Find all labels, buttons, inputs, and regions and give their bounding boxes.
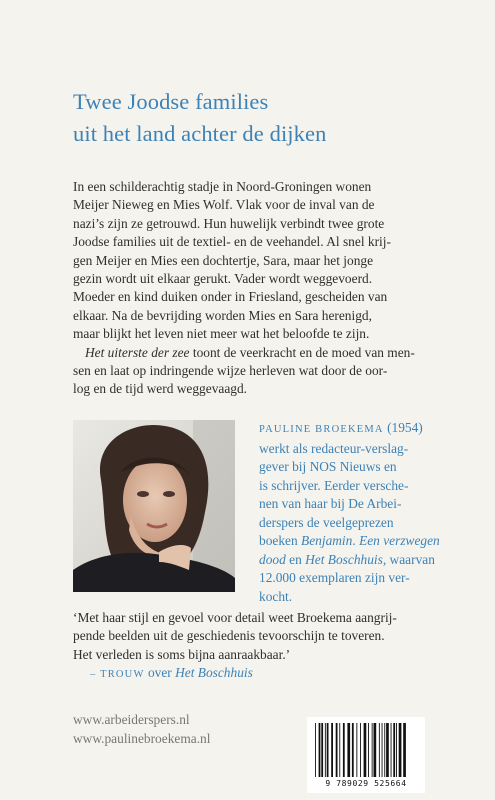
quote-source: – TROUW xyxy=(90,669,145,681)
headline xyxy=(73,86,453,150)
bio-line: nen van haar bij De Arbei- xyxy=(259,496,402,511)
author-bio xyxy=(259,419,469,606)
quote-line: pende beelden uit de geschiedenis tevoorschijn te toveren. xyxy=(73,628,385,644)
quote-line: Het verleden is soms bijna aanraakbaar.’ xyxy=(73,646,291,662)
press-quote xyxy=(73,609,453,685)
barcode-bar xyxy=(374,723,377,777)
book-title: Het Boschhuis xyxy=(305,551,383,567)
book-title: Benjamin xyxy=(301,533,353,548)
barcode-bar xyxy=(364,723,367,777)
bio-line: gever bij NOS Nieuws en xyxy=(259,459,397,474)
bio-text: boeken xyxy=(259,533,302,548)
bio-line: is schrijver. Eerder versche- xyxy=(259,477,409,493)
author-name-line xyxy=(259,419,469,440)
headline-line-2: uit het land achter de dijken xyxy=(73,121,327,146)
bio-line: kocht. xyxy=(259,588,293,604)
barcode-bar xyxy=(321,723,323,777)
bio-text: . xyxy=(352,533,360,548)
synopsis-line: nazi’s zijn ze getrouwd. Hun huwelijk verbindt twee grote xyxy=(73,215,385,231)
barcode-bars xyxy=(307,717,425,779)
book-title: Het Boschhuis xyxy=(175,665,253,681)
bio-line: werkt als redacteur-verslag- xyxy=(259,440,409,456)
barcode-bar xyxy=(343,723,345,777)
barcode-bar xyxy=(368,723,369,777)
author-photo xyxy=(73,420,235,592)
barcode-bar xyxy=(391,723,392,777)
book-title: dood xyxy=(259,551,286,567)
barcode-bar xyxy=(339,723,340,777)
barcode-bar xyxy=(393,723,395,777)
barcode-bar xyxy=(315,723,316,777)
bio-line xyxy=(259,532,469,551)
website-links xyxy=(73,711,313,748)
author-name: PAULINE BROEKEMA xyxy=(259,424,384,435)
bio-line xyxy=(259,551,469,570)
synopsis-line: Moeder en kind duiken onder in Friesland, gescheiden van xyxy=(73,289,388,305)
barcode-bar xyxy=(396,723,397,777)
synopsis-line: elkaar. Na de bevrijding worden Mies en Sara herenigd, xyxy=(73,307,372,323)
synopsis-line: sen en laat op indringende wijze herleven wat door de oor- xyxy=(73,363,388,379)
isbn-number: 9 789029 525664 xyxy=(325,779,407,788)
author-url[interactable]: www.paulinebroekema.nl xyxy=(73,730,211,746)
barcode-bar xyxy=(356,723,357,777)
bio-text: , waarvan xyxy=(382,551,435,567)
quote-attribution xyxy=(73,664,453,684)
synopsis-line: In een schilderachtig stadje in Noord-Groningen wonen xyxy=(73,179,372,194)
book-title: Een verzwegen xyxy=(359,533,440,548)
bio-text: en xyxy=(285,551,306,567)
bio-line: 12.000 exemplaren zijn ver- xyxy=(259,570,410,585)
author-year: (1954) xyxy=(387,420,423,435)
synopsis-line: gen Meijer en Mies een dochtertje, Sara, maar het jonge xyxy=(73,252,374,268)
quote-over: over xyxy=(144,665,176,681)
barcode-bar xyxy=(379,723,380,777)
barcode-bar xyxy=(325,723,326,777)
synopsis-p2-first-line xyxy=(73,344,433,362)
synopsis xyxy=(73,178,433,399)
barcode-bar xyxy=(360,723,361,777)
barcode-bar xyxy=(384,723,385,777)
barcode-bar xyxy=(319,723,321,777)
barcode-bar xyxy=(352,723,354,777)
headline-line-1: Twee Joodse families xyxy=(73,89,269,114)
synopsis-line: Meijer Nieweg en Mies Wolf. Vlak voor de inval van de xyxy=(73,197,375,213)
barcode-bar xyxy=(336,723,338,777)
barcode-bar xyxy=(386,723,389,777)
barcode-bar xyxy=(382,723,383,777)
barcode-bar xyxy=(399,723,402,777)
barcode-bar xyxy=(403,723,406,777)
barcode-bar xyxy=(327,723,329,777)
book-title: Het uiterste der zee xyxy=(85,344,190,360)
synopsis-line: Joodse families uit de textiel- en de veehandel. Al snel krij- xyxy=(73,234,391,250)
synopsis-line: gezin wordt uit elkaar gerukt. Vader wordt weggevoerd. xyxy=(73,271,373,287)
barcode-bar xyxy=(331,723,333,777)
synopsis-line: log en de tijd werd weggevaagd. xyxy=(73,381,248,397)
bio-line: derspers de veelgeprezen xyxy=(259,514,394,530)
barcode-bar xyxy=(372,723,373,777)
synopsis-text: toont de veerkracht en de moed van men- xyxy=(189,344,415,360)
barcode-bar xyxy=(347,723,350,777)
publisher-url[interactable]: www.arbeiderspers.nl xyxy=(73,712,190,727)
quote-line: ‘Met haar stijl en gevoel voor detail weet Broekema aangrij- xyxy=(73,610,397,625)
isbn-barcode xyxy=(307,717,425,793)
synopsis-line: maar blijkt het leven niet meer wat het beloofde te zijn. xyxy=(73,326,370,342)
